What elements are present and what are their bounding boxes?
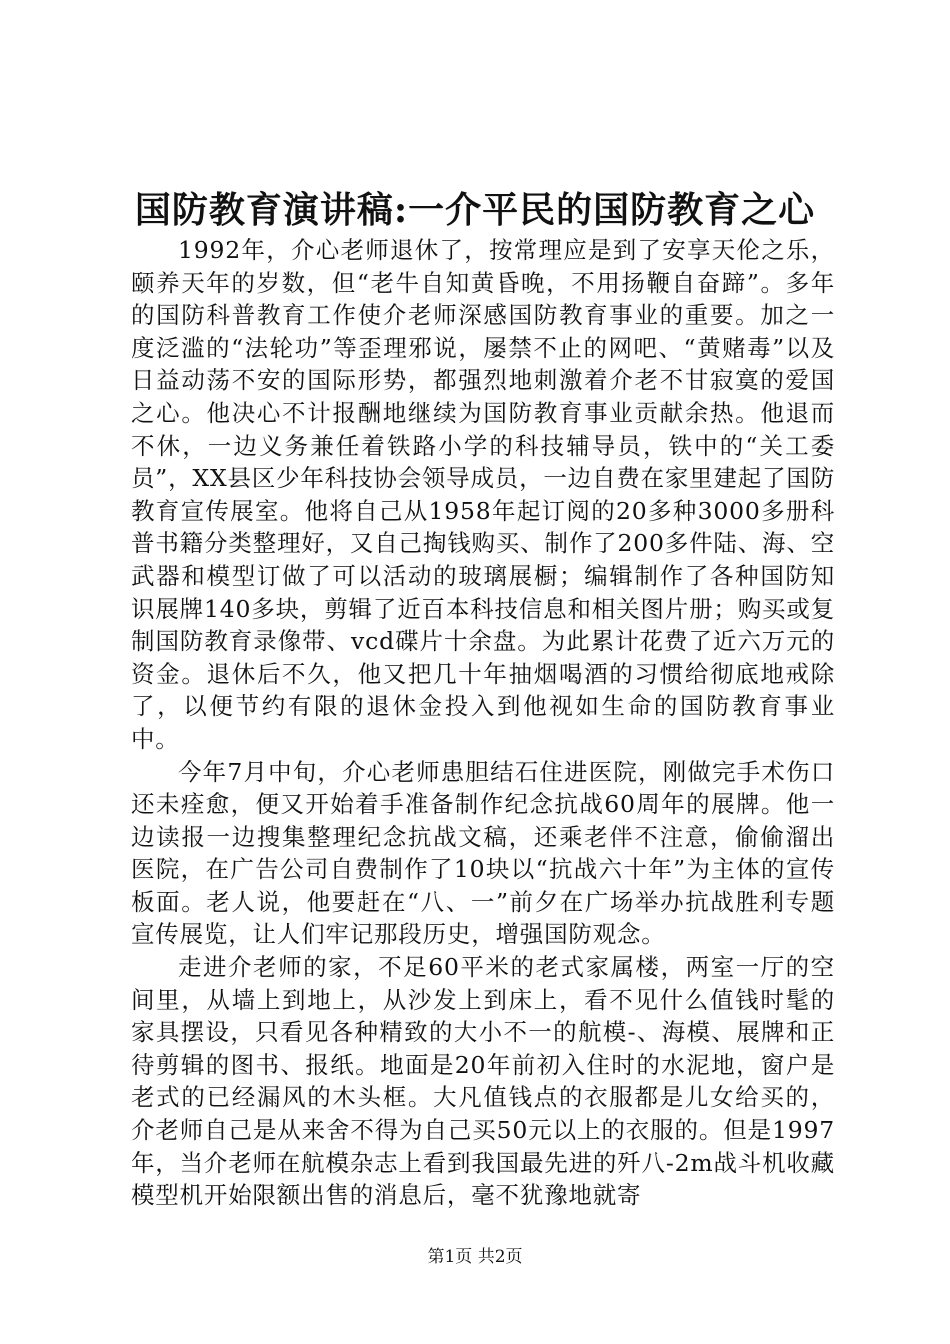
body-paragraph: 1992年，介心老师退休了，按常理应是到了安享天伦之乐，颐养天年的岁数，但“老牛自知黄昏晚，不用扬鞭自奋蹄”。多年的国防科普教育工作使介老师深感国防教育事业的重要。加之一度泛滥的“法轮功”等歪理邪说，屡禁不止的网吧、“黄赌毒”以及日益动荡不安的国际形势，都强烈地刺激着介老不甘寂寞的爱国之心。他决心不计报酬地继续为国防教育事业贡献余热。他退而不休，一边义务兼任着铁路小学的科技辅导员，铁中的“关工委员”，XX县区少年科技协会领导成员，一边自费在家里建起了国防教育宣传展室。他将自己从1958年起订阅的20多种3000多册科普书籍分类整理好，又自己掏钱购买、制作了200多件陆、海、空武器和模型订做了可以活动的玻璃展橱；编辑制作了各种国防知识展牌140多块，剪辑了近百本科技信息和相关图片册；购买或复制国防教育录像带、vcd碟片十余盘。为此累计花费了近六万元的资金。退休后不久，他又把几十年抽烟喝酒的习惯给彻底地戒除了，以便节约有限的退休金投入到他视如生命的国防教育事业中。 — [131, 236, 835, 753]
document-body — [131, 234, 835, 1212]
body-paragraph: 今年7月中旬，介心老师患胆结石住进医院，刚做完手术伤口还未痊愈，便又开始着手准备制作纪念抗战60周年的展牌。他一边读报一边搜集整理纪念抗战文稿，还乘老伴不注意，偷偷溜出医院，在广告公司自费制作了10块以“抗战六十年”为主体的宣传板面。老人说，他要赶在“八、一”前夕在广场举办抗战胜利专题宣传展览，让人们牢记那段历史，增强国防观念。 — [131, 757, 835, 949]
body-paragraph: 走进介老师的家，不足60平米的老式家属楼，两室一厅的空间里，从墙上到地上，从沙发上到床上，看不见什么值钱时髦的家具摆设，只看见各种精致的大小不一的航模-、海模、展牌和正待剪辑的图书、报纸。地面是20年前初入住时的水泥地，窗户是老式的已经漏风的木头框。大凡值钱点的衣服都是儿女给买的，介老师自己是从来舍不得为自己买50元以上的衣服的。但是1997年，当介老师在航模杂志上看到我国最先进的歼八-2m战斗机收藏模型机开始限额出售的消息后，毫不犹豫地就寄 — [131, 953, 835, 1210]
document-title: 国防教育演讲稿:一介平民的国防教育之心 — [134, 189, 816, 231]
page-number-footer: 第1页 共2页 — [427, 1247, 523, 1267]
